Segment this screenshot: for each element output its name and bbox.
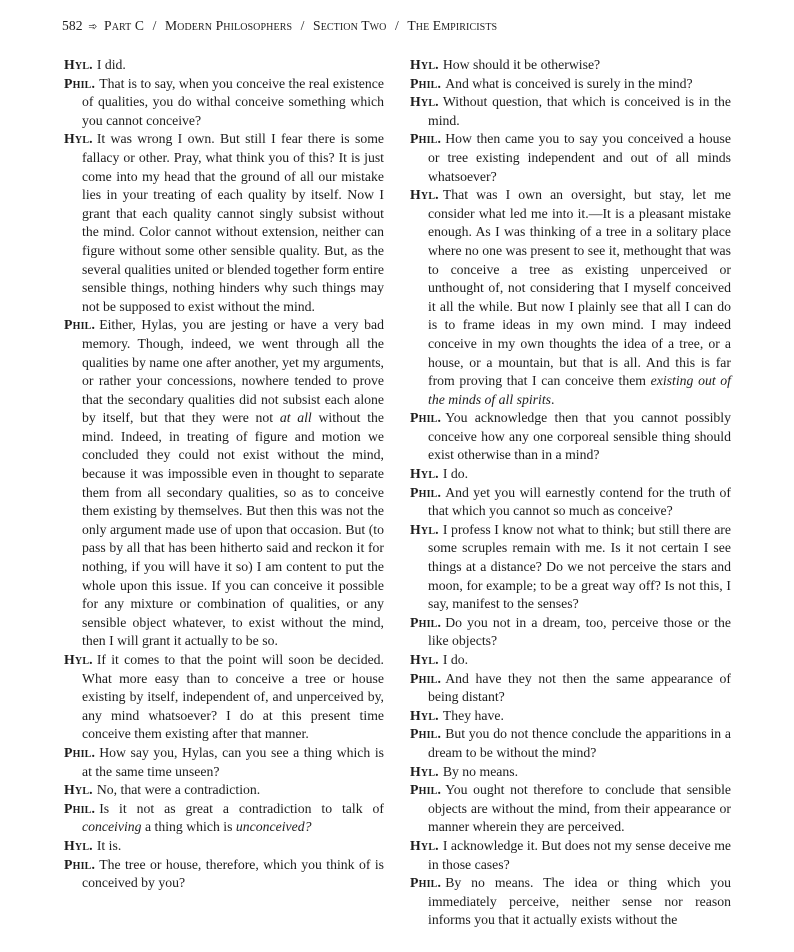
speaker-label: Phil.: [410, 75, 442, 91]
speaker-label: Hyl.: [64, 57, 93, 72]
speaker-label: Phil.: [64, 744, 96, 760]
speaker-label: Hyl.: [410, 837, 439, 853]
dialogue-line: [410, 130, 731, 186]
dialogue-line: [64, 744, 384, 781]
dialogue-line: [64, 800, 384, 837]
speech-text: And yet you will earnestly contend for the truth of that which you cannot so much as conceive?: [428, 484, 731, 519]
speech-text: By no means.: [442, 763, 519, 779]
dialogue-line: [410, 614, 731, 651]
speaker-label: Phil.: [410, 875, 442, 891]
speech-text: Either, Hylas, you are jesting or have a very bad memory. Though, indeed, we went through all the qualities by name one after another, yet my arguments, or rather your concessions, nowhere tended to prove that the secondary qualities did not subsist each alone by itself, but that they were not: [82, 317, 384, 426]
speech-text: How then came you to say you conceived a house or tree existing independent and out of all minds whatsoever?: [428, 131, 731, 184]
dialogue-line: [410, 484, 731, 521]
speaker-label: Phil.: [410, 410, 442, 426]
speech-text: But you do not thence conclude the apparitions in a dream to be without the mind?: [428, 726, 731, 760]
dialogue-line: [410, 465, 731, 484]
dialogue-line: [410, 763, 731, 782]
speech-text: Is it not as great a contradiction to talk of: [99, 800, 384, 816]
left-column: [64, 56, 384, 893]
speech-text: You ought not therefore to conclude that sensible objects are without the mind, from their appearance or manner wherein they are perceived.: [428, 782, 731, 835]
speaker-label: Hyl.: [410, 652, 439, 667]
speaker-label: Hyl.: [410, 521, 439, 537]
speaker-label: Phil.: [410, 726, 442, 742]
dialogue-line: [64, 130, 384, 316]
speech-text: That is to say, when you conceive the real existence of qualities, you do withal conceive something which you cannot conceive?: [82, 75, 384, 128]
dialogue-line: [410, 409, 731, 465]
speaker-label: Hyl.: [64, 131, 93, 147]
header-separator: /: [394, 18, 399, 33]
speech-text: If it comes to that the point will soon be decided. What more easy than to conceive a tree or house existing by itself, independent of, and unperceived by, any mind whatsoever? I do at this present time conceive them existing after that manner.: [82, 652, 384, 742]
speech-text: You acknowledge then that you cannot possibly conceive how any one corporeal sensible thing should exist otherwise than in a mind?: [428, 410, 731, 463]
speech-emphasis: at all: [279, 410, 312, 426]
dialogue-line: [410, 781, 731, 837]
speaker-label: Hyl.: [64, 837, 93, 853]
dialogue-line: [64, 316, 384, 651]
speaker-label: Phil.: [64, 856, 96, 872]
dialogue-line: [410, 56, 731, 75]
dialogue-line: [410, 670, 731, 707]
speech-text: I profess I know not what to think; but still there are some scruples remain with me. Is it not certain I see things at a distance? Do we not perceive the stars and moon, for example; to be a great way off? Is not this, I say, manifest to the senses?: [428, 521, 731, 612]
speech-text: That was I own an oversight, but stay, let me consider what led me into it.—It is a pleasant mistake enough. As I was thinking of a tree in a solitary place where no one was present to see it, methought that was to conceive a tree as existing unperceived or unthought of, not considering that I myself conceived it all the while. But now I plainly see that all I can do is to frame ideas in my own mind. I may indeed conceive in my own thoughts the idea of a tree, or a house, or a mountain, but that is all. And this is far from proving that I can conceive them: [428, 187, 731, 389]
section-empiricists: The Empiricists: [407, 18, 498, 33]
dialogue-line: [64, 651, 384, 744]
speaker-label: Hyl.: [410, 94, 439, 110]
speech-emphasis: conceiving: [82, 819, 142, 835]
speaker-label: Phil.: [410, 670, 442, 686]
speaker-label: Hyl.: [410, 763, 439, 779]
speech-text: And what is conceived is surely in the mind?: [445, 75, 693, 91]
dialogue-line: [410, 186, 731, 409]
dialogue-line: [410, 874, 731, 930]
speech-text: I acknowledge it. But does not my sense deceive me in those cases?: [428, 837, 731, 872]
dialogue-line: [64, 856, 384, 893]
speech-text: No, that were a contradiction.: [96, 782, 261, 798]
speech-text: The tree or house, therefore, which you think of is conceived by you?: [82, 856, 384, 891]
dialogue-line: [410, 707, 731, 726]
speech-text: How say you, Hylas, can you see a thing which is at the same time unseen?: [82, 744, 384, 779]
dialogue-line: [64, 837, 384, 856]
part-label: Part C: [104, 18, 145, 33]
page-number: 582: [62, 18, 83, 33]
speaker-label: Phil.: [410, 131, 442, 147]
speech-text: without the mind. Indeed, in treating of figure and motion we concluded they could not exist without the mind, because it was impossible even in thought to separate them from all secondary qualities, so as to conceive them existing by themselves. But then this was not the only argument made use of upon that occasion. But (to pass by all that has been hitherto said and reckon it for nothing, if you will have it so) I am content to put the whole upon this issue. If you can conceive it possible for any mixture or combination of qualities, or any sensible object whatever, to exist without the mind, then I will grant it actually to be so.: [82, 410, 385, 649]
speech-text: I do.: [442, 652, 469, 667]
speech-text: Do you not in a dream, too, perceive those or the like objects?: [428, 614, 731, 649]
section-two: Section Two: [313, 18, 387, 33]
speech-text: It was wrong I own. But still I fear there is some fallacy or other. Pray, what think you of this? It is just come into my head that the ground of all our mistake lies in your treating of each quality by itself. Now I grant that each quality cannot singly subsist without the mind. Color cannot without extension, neither can figure without some other sensible quality. But, as the several qualities united or blended together form entire sensible things, nothing hinders why such things may not be supposed to exist without the mind.: [82, 131, 385, 314]
speech-text: They have.: [442, 707, 504, 723]
speaker-label: Phil.: [64, 317, 96, 333]
speech-text: .: [551, 391, 555, 407]
dialogue-line: [64, 56, 384, 75]
speech-text: Without question, that which is conceived is in the mind.: [428, 94, 731, 128]
dialogue-line: [410, 93, 731, 130]
speech-text: a thing which is: [141, 819, 236, 835]
dialogue-line: [410, 725, 731, 762]
dialogue-line: [410, 75, 731, 94]
section-modern-philosophers: Modern Philosophers: [164, 18, 293, 33]
speaker-label: Hyl.: [410, 187, 439, 203]
dialogue-line: [410, 521, 731, 614]
speech-text: I do.: [442, 466, 469, 482]
dialogue-line: [64, 781, 384, 800]
speaker-label: Hyl.: [64, 652, 93, 667]
speaker-label: Phil.: [64, 75, 96, 91]
speaker-label: Phil.: [410, 614, 442, 630]
speaker-label: Phil.: [410, 782, 442, 798]
speaker-label: Phil.: [64, 800, 96, 816]
speaker-label: Hyl.: [410, 57, 439, 72]
speech-text: And have they not then the same appearance of being distant?: [428, 670, 731, 705]
speaker-label: Hyl.: [410, 466, 439, 482]
header-separator: /: [152, 18, 157, 33]
speaker-label: Hyl.: [64, 782, 93, 798]
speaker-label: Phil.: [410, 484, 442, 500]
speech-text: How should it be otherwise?: [442, 57, 601, 72]
speech-emphasis: unconceived?: [235, 819, 312, 835]
speech-emphasis: existing out of the minds of all spirits: [428, 373, 731, 407]
header-separator: /: [300, 18, 305, 33]
right-column: [410, 56, 731, 930]
arrow-icon: ➾: [88, 21, 98, 33]
speaker-label: Hyl.: [410, 707, 439, 723]
speech-text: I did.: [96, 57, 126, 72]
running-header: [62, 18, 497, 34]
dialogue-line: [410, 651, 731, 670]
dialogue-line: [64, 75, 384, 131]
dialogue-line: [410, 837, 731, 874]
speech-text: It is.: [96, 837, 122, 853]
speech-text: By no means. The idea or thing which you immediately perceive, neither sense nor reason informs you that it actually exists without the: [428, 875, 731, 928]
